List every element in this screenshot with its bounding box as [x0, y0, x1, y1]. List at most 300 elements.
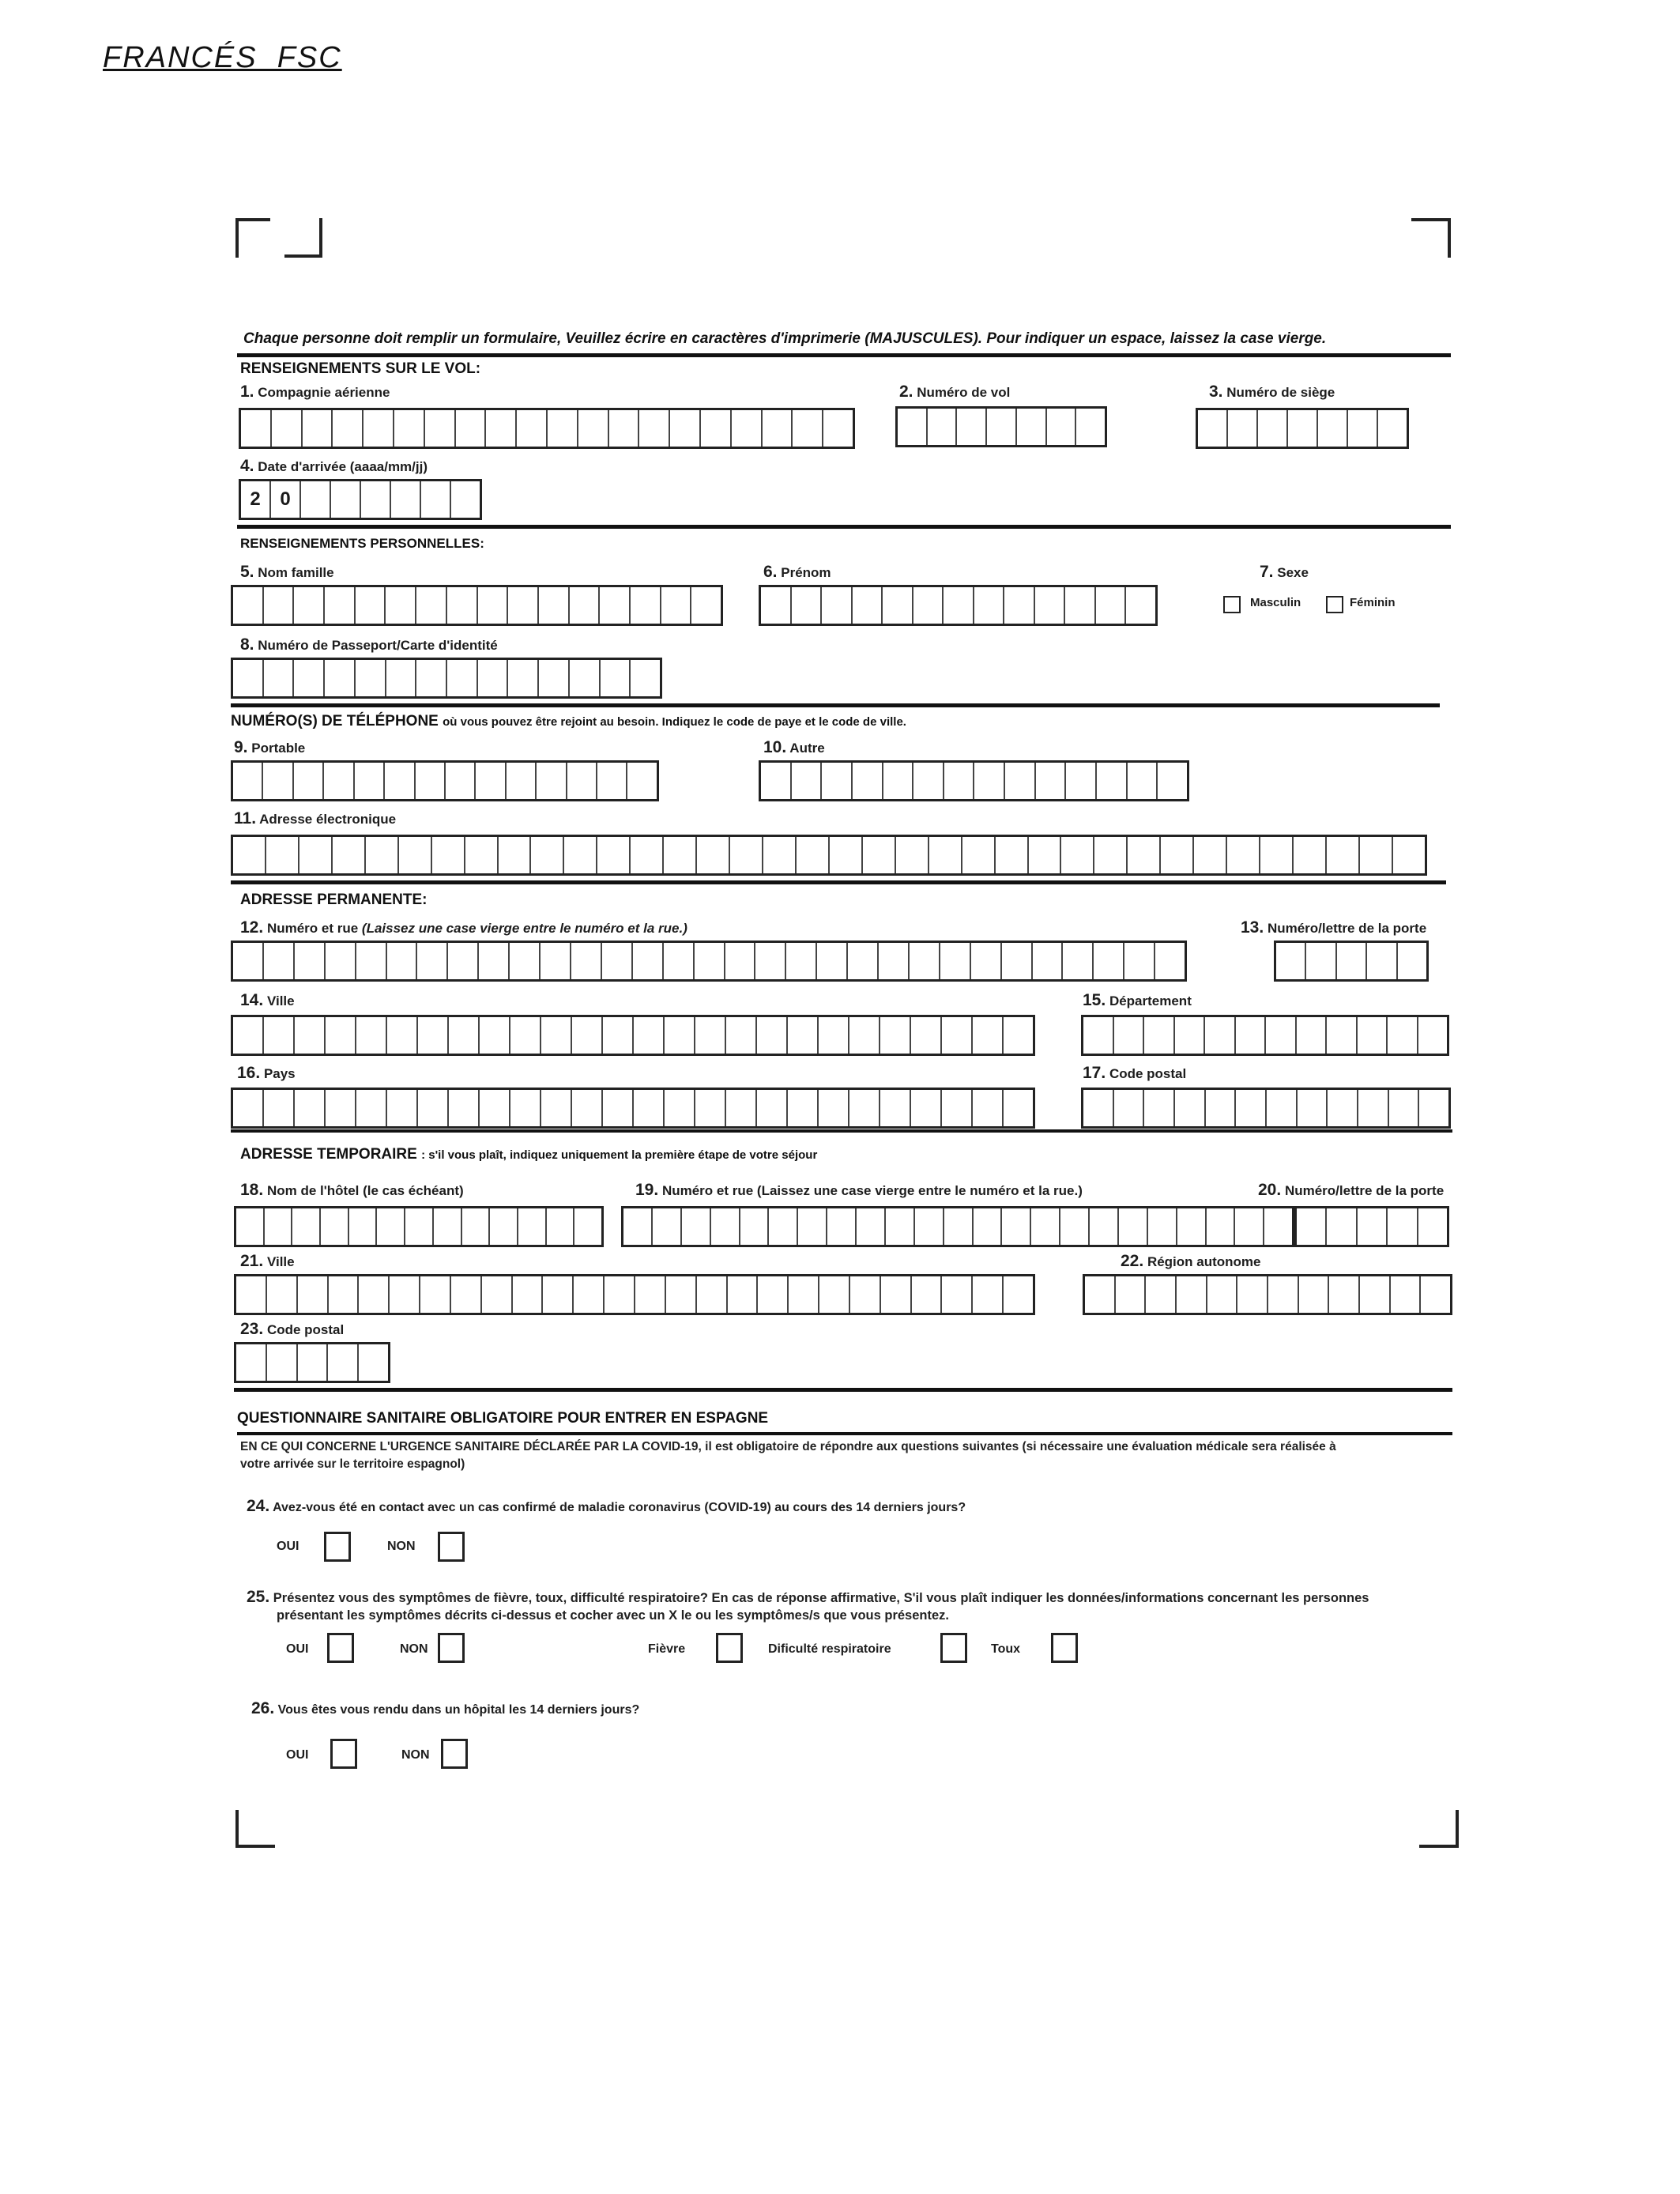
character-cell[interactable]	[730, 837, 763, 873]
last-name-field[interactable]	[231, 585, 723, 626]
character-cell[interactable]	[857, 1208, 886, 1245]
character-cell[interactable]	[416, 587, 447, 624]
character-cell[interactable]	[1421, 1276, 1450, 1313]
character-cell[interactable]	[788, 1017, 819, 1054]
character-cell[interactable]	[571, 943, 602, 979]
character-cell[interactable]	[633, 943, 664, 979]
q26-no-checkbox[interactable]	[441, 1739, 468, 1769]
character-cell[interactable]	[1378, 410, 1407, 447]
character-cell[interactable]	[264, 660, 295, 696]
character-cell[interactable]	[567, 763, 597, 799]
character-cell[interactable]	[349, 1208, 378, 1245]
character-cell[interactable]	[518, 1208, 547, 1245]
character-cell[interactable]	[366, 837, 399, 873]
character-cell[interactable]	[1004, 1017, 1033, 1054]
character-cell[interactable]	[541, 1090, 572, 1126]
character-cell[interactable]	[910, 943, 940, 979]
character-cell[interactable]	[480, 1090, 510, 1126]
character-cell[interactable]	[499, 837, 532, 873]
character-cell[interactable]	[1358, 1017, 1388, 1054]
character-cell[interactable]	[508, 587, 539, 624]
character-cell[interactable]	[476, 763, 506, 799]
character-cell[interactable]	[1237, 1276, 1268, 1313]
character-cell[interactable]	[631, 837, 664, 873]
flight-number-field[interactable]	[895, 406, 1107, 447]
character-cell[interactable]	[631, 660, 660, 696]
character-cell[interactable]	[602, 943, 633, 979]
character-cell[interactable]	[1002, 1208, 1031, 1245]
country-field[interactable]	[231, 1088, 1035, 1129]
character-cell[interactable]	[996, 837, 1029, 873]
character-cell[interactable]	[944, 1208, 974, 1245]
character-cell[interactable]	[695, 1017, 726, 1054]
character-cell[interactable]	[1114, 1017, 1145, 1054]
character-cell[interactable]	[233, 660, 264, 696]
character-cell[interactable]	[639, 410, 670, 447]
character-cell[interactable]	[973, 1090, 1004, 1126]
character-cell[interactable]	[1328, 1090, 1358, 1126]
character-cell[interactable]	[601, 660, 631, 696]
character-cell[interactable]	[666, 1276, 697, 1313]
character-cell[interactable]	[236, 1208, 265, 1245]
character-cell[interactable]	[294, 660, 325, 696]
character-cell[interactable]	[1031, 1208, 1060, 1245]
character-cell[interactable]	[957, 409, 987, 445]
character-cell[interactable]	[303, 410, 333, 447]
character-cell[interactable]	[1126, 587, 1155, 624]
character-cell[interactable]	[823, 410, 853, 447]
character-cell[interactable]	[757, 1090, 788, 1126]
character-cell[interactable]	[755, 943, 786, 979]
character-cell[interactable]	[1035, 587, 1066, 624]
character-cell[interactable]	[1175, 1090, 1206, 1126]
character-cell[interactable]	[1177, 1208, 1207, 1245]
character-cell[interactable]	[1119, 1208, 1148, 1245]
character-cell[interactable]	[792, 763, 823, 799]
character-cell[interactable]	[697, 837, 730, 873]
temporary-street-field[interactable]	[621, 1206, 1294, 1247]
character-cell[interactable]	[1066, 763, 1097, 799]
character-cell[interactable]	[911, 1090, 942, 1126]
character-cell[interactable]	[603, 1090, 634, 1126]
character-cell[interactable]	[763, 410, 793, 447]
character-cell[interactable]	[1097, 763, 1128, 799]
character-cell[interactable]	[363, 410, 394, 447]
character-cell[interactable]	[448, 943, 479, 979]
permanent-door-field[interactable]	[1274, 941, 1429, 982]
character-cell[interactable]	[328, 1344, 359, 1381]
character-cell[interactable]	[597, 763, 627, 799]
character-cell[interactable]	[1094, 837, 1128, 873]
permanent-postal-field[interactable]	[1081, 1088, 1451, 1129]
character-cell[interactable]	[1065, 587, 1096, 624]
character-cell[interactable]	[1337, 943, 1367, 979]
character-cell[interactable]	[1276, 943, 1306, 979]
character-cell[interactable]	[653, 1208, 682, 1245]
character-cell[interactable]	[973, 1276, 1004, 1313]
character-cell[interactable]	[321, 1208, 349, 1245]
character-cell[interactable]	[356, 587, 386, 624]
character-cell[interactable]	[661, 587, 692, 624]
character-cell[interactable]	[1367, 943, 1397, 979]
character-cell[interactable]	[1002, 943, 1033, 979]
character-cell[interactable]	[541, 943, 571, 979]
character-cell[interactable]	[915, 1208, 944, 1245]
character-cell[interactable]	[377, 1208, 405, 1245]
character-cell[interactable]	[292, 1208, 321, 1245]
character-cell[interactable]	[609, 410, 640, 447]
character-cell[interactable]	[886, 1208, 915, 1245]
character-cell[interactable]	[819, 1276, 850, 1313]
character-cell[interactable]	[1329, 1276, 1360, 1313]
character-cell[interactable]	[942, 1276, 973, 1313]
character-cell[interactable]	[390, 1276, 420, 1313]
arrival-date-digit-2[interactable]: 0	[271, 481, 301, 518]
character-cell[interactable]	[1096, 587, 1127, 624]
other-phone-field[interactable]	[759, 760, 1189, 801]
character-cell[interactable]	[295, 1017, 326, 1054]
character-cell[interactable]	[508, 660, 539, 696]
character-cell[interactable]	[465, 837, 499, 873]
character-cell[interactable]	[356, 1017, 387, 1054]
character-cell[interactable]	[1327, 1208, 1357, 1245]
character-cell[interactable]	[942, 1017, 973, 1054]
character-cell[interactable]	[1299, 1276, 1330, 1313]
character-cell[interactable]	[266, 837, 299, 873]
character-cell[interactable]	[233, 1090, 264, 1126]
character-cell[interactable]	[325, 587, 356, 624]
character-cell[interactable]	[387, 943, 418, 979]
character-cell[interactable]	[913, 587, 944, 624]
character-cell[interactable]	[479, 943, 510, 979]
character-cell[interactable]	[418, 1090, 449, 1126]
character-cell[interactable]	[265, 1208, 293, 1245]
character-cell[interactable]	[1005, 763, 1036, 799]
character-cell[interactable]	[789, 1276, 819, 1313]
character-cell[interactable]	[711, 1208, 740, 1245]
character-cell[interactable]	[1393, 837, 1425, 873]
character-cell[interactable]	[1148, 1208, 1177, 1245]
character-cell[interactable]	[233, 837, 266, 873]
character-cell[interactable]	[819, 1090, 849, 1126]
character-cell[interactable]	[1297, 1208, 1327, 1245]
character-cell[interactable]	[329, 1276, 360, 1313]
character-cell[interactable]	[420, 1276, 451, 1313]
character-cell[interactable]	[634, 1090, 665, 1126]
character-cell[interactable]	[788, 1090, 819, 1126]
character-cell[interactable]	[417, 943, 448, 979]
character-cell[interactable]	[1258, 410, 1288, 447]
character-cell[interactable]	[547, 1208, 575, 1245]
character-cell[interactable]	[387, 1090, 418, 1126]
character-cell[interactable]	[701, 410, 732, 447]
character-cell[interactable]	[359, 1344, 388, 1381]
character-cell[interactable]	[233, 943, 264, 979]
character-cell[interactable]	[1398, 943, 1426, 979]
character-cell[interactable]	[264, 587, 295, 624]
character-cell[interactable]	[1264, 1208, 1292, 1245]
character-cell[interactable]	[294, 587, 325, 624]
character-cell[interactable]	[761, 763, 792, 799]
character-cell[interactable]	[513, 1276, 544, 1313]
character-cell[interactable]	[236, 1344, 267, 1381]
department-field[interactable]	[1081, 1015, 1449, 1056]
character-cell[interactable]	[449, 1017, 480, 1054]
character-cell[interactable]	[233, 1017, 264, 1054]
character-cell[interactable]	[1419, 1090, 1448, 1126]
character-cell[interactable]	[1144, 1090, 1175, 1126]
character-cell[interactable]	[1194, 837, 1227, 873]
character-cell[interactable]	[819, 1017, 849, 1054]
character-cell[interactable]	[1114, 1090, 1145, 1126]
character-cell[interactable]	[942, 1090, 973, 1126]
character-cell[interactable]	[822, 587, 853, 624]
character-cell[interactable]	[1155, 943, 1185, 979]
character-cell[interactable]	[763, 837, 797, 873]
character-cell[interactable]	[486, 410, 517, 447]
character-cell[interactable]	[447, 660, 478, 696]
character-cell[interactable]	[507, 763, 537, 799]
character-cell[interactable]	[1306, 943, 1336, 979]
character-cell[interactable]	[294, 763, 324, 799]
temporary-postal-field[interactable]	[234, 1342, 390, 1383]
character-cell[interactable]	[1268, 1276, 1299, 1313]
character-cell[interactable]	[740, 1208, 770, 1245]
character-cell[interactable]	[1348, 410, 1378, 447]
character-cell[interactable]	[665, 1017, 695, 1054]
first-name-field[interactable]	[759, 585, 1158, 626]
character-cell[interactable]	[298, 1344, 329, 1381]
seat-number-field[interactable]	[1196, 408, 1409, 449]
character-cell[interactable]	[405, 1208, 434, 1245]
character-cell[interactable]	[295, 943, 326, 979]
character-cell[interactable]	[1205, 1017, 1236, 1054]
q25-no-checkbox[interactable]	[438, 1633, 465, 1663]
character-cell[interactable]	[849, 1017, 880, 1054]
character-cell[interactable]	[570, 587, 601, 624]
character-cell[interactable]	[691, 587, 721, 624]
character-cell[interactable]	[863, 837, 896, 873]
character-cell[interactable]	[726, 1090, 757, 1126]
character-cell[interactable]	[449, 1090, 480, 1126]
character-cell[interactable]	[1094, 943, 1124, 979]
character-cell[interactable]	[537, 763, 567, 799]
arrival-date-digit-1[interactable]: 2	[241, 481, 271, 518]
character-cell[interactable]	[1004, 1276, 1033, 1313]
character-cell[interactable]	[670, 410, 701, 447]
character-cell[interactable]	[272, 410, 303, 447]
character-cell[interactable]	[416, 660, 447, 696]
character-cell[interactable]	[1029, 837, 1062, 873]
character-cell[interactable]	[726, 1017, 757, 1054]
character-cell[interactable]	[539, 587, 570, 624]
character-cell[interactable]	[827, 1208, 857, 1245]
character-cell[interactable]	[1175, 1017, 1206, 1054]
character-cell[interactable]	[849, 1090, 880, 1126]
character-cell[interactable]	[541, 1017, 572, 1054]
character-cell[interactable]	[940, 943, 971, 979]
character-cell[interactable]	[1124, 943, 1155, 979]
character-cell[interactable]	[1207, 1208, 1236, 1245]
character-cell[interactable]	[434, 1208, 462, 1245]
character-cell[interactable]	[355, 763, 385, 799]
character-cell[interactable]	[1297, 1017, 1328, 1054]
character-cell[interactable]	[665, 1090, 695, 1126]
character-cell[interactable]	[326, 943, 356, 979]
character-cell[interactable]	[574, 1208, 601, 1245]
q25-breath-checkbox[interactable]	[940, 1633, 967, 1663]
character-cell[interactable]	[359, 1276, 390, 1313]
character-cell[interactable]	[418, 1017, 449, 1054]
character-cell[interactable]	[1389, 1090, 1420, 1126]
character-cell[interactable]	[695, 1090, 726, 1126]
arrival-date-field[interactable]	[239, 479, 482, 520]
character-cell[interactable]	[974, 763, 1005, 799]
character-cell[interactable]	[462, 1208, 491, 1245]
character-cell[interactable]	[482, 1276, 513, 1313]
q25-yes-checkbox[interactable]	[327, 1633, 354, 1663]
character-cell[interactable]	[1158, 763, 1187, 799]
character-cell[interactable]	[356, 660, 386, 696]
passport-field[interactable]	[231, 658, 662, 699]
character-cell[interactable]	[356, 1090, 387, 1126]
character-cell[interactable]	[510, 943, 541, 979]
character-cell[interactable]	[1063, 943, 1094, 979]
character-cell[interactable]	[798, 1208, 827, 1245]
character-cell[interactable]	[416, 763, 446, 799]
character-cell[interactable]	[879, 943, 910, 979]
character-cell[interactable]	[456, 410, 487, 447]
permanent-street-field[interactable]	[231, 941, 1187, 982]
character-cell[interactable]	[572, 1090, 603, 1126]
character-cell[interactable]	[605, 1276, 635, 1313]
character-cell[interactable]	[295, 1090, 326, 1126]
character-cell[interactable]	[1004, 1090, 1033, 1126]
character-cell[interactable]	[973, 1017, 1004, 1054]
character-cell[interactable]	[971, 943, 1002, 979]
character-cell[interactable]	[572, 1017, 603, 1054]
character-cell[interactable]	[490, 1208, 518, 1245]
character-cell[interactable]	[1358, 1208, 1388, 1245]
character-cell[interactable]	[758, 1276, 789, 1313]
temporary-door-field[interactable]	[1294, 1206, 1449, 1247]
mobile-field[interactable]	[231, 760, 659, 801]
character-cell[interactable]	[635, 1276, 666, 1313]
character-cell[interactable]	[325, 660, 356, 696]
character-cell[interactable]	[631, 587, 661, 624]
character-cell[interactable]	[881, 1276, 912, 1313]
character-cell[interactable]	[761, 587, 792, 624]
character-cell[interactable]	[539, 660, 570, 696]
character-cell[interactable]	[387, 1017, 418, 1054]
character-cell[interactable]	[911, 1017, 942, 1054]
region-field[interactable]	[1083, 1274, 1452, 1315]
character-cell[interactable]	[1076, 409, 1105, 445]
character-cell[interactable]	[1083, 1090, 1114, 1126]
character-cell[interactable]	[326, 1017, 356, 1054]
character-cell[interactable]	[822, 763, 853, 799]
character-cell[interactable]	[236, 1276, 267, 1313]
character-cell[interactable]	[1047, 409, 1077, 445]
character-cell[interactable]	[929, 837, 962, 873]
character-cell[interactable]	[1298, 1090, 1328, 1126]
character-cell[interactable]	[974, 587, 1005, 624]
q24-no-checkbox[interactable]	[438, 1532, 465, 1562]
character-cell[interactable]	[1206, 1090, 1237, 1126]
character-cell[interactable]	[962, 837, 996, 873]
character-cell[interactable]	[263, 763, 293, 799]
character-cell[interactable]	[928, 409, 958, 445]
character-cell[interactable]	[792, 587, 823, 624]
character-cell[interactable]	[233, 763, 263, 799]
character-cell[interactable]	[1227, 837, 1260, 873]
character-cell[interactable]	[664, 943, 695, 979]
airline-field[interactable]	[239, 408, 855, 449]
character-cell[interactable]	[385, 763, 415, 799]
character-cell[interactable]	[451, 1276, 482, 1313]
character-cell[interactable]	[264, 1017, 295, 1054]
character-cell[interactable]	[1360, 837, 1393, 873]
q24-yes-checkbox[interactable]	[324, 1532, 351, 1562]
temporary-city-field[interactable]	[234, 1274, 1035, 1315]
character-cell[interactable]	[1085, 1276, 1116, 1313]
character-cell[interactable]	[1318, 410, 1348, 447]
q25-fever-checkbox[interactable]	[716, 1633, 743, 1663]
character-cell[interactable]	[326, 1090, 356, 1126]
character-cell[interactable]	[757, 1017, 788, 1054]
character-cell[interactable]	[1017, 409, 1047, 445]
character-cell[interactable]	[510, 1090, 541, 1126]
character-cell[interactable]	[531, 837, 564, 873]
character-cell[interactable]	[1327, 837, 1360, 873]
character-cell[interactable]	[974, 1208, 1003, 1245]
character-cell[interactable]	[1388, 1208, 1418, 1245]
character-cell[interactable]	[817, 943, 848, 979]
character-cell[interactable]	[543, 1276, 574, 1313]
character-cell[interactable]	[264, 943, 295, 979]
character-cell[interactable]	[1360, 1276, 1391, 1313]
character-cell[interactable]	[564, 837, 597, 873]
character-cell[interactable]	[1418, 1208, 1447, 1245]
character-cell[interactable]	[880, 1017, 911, 1054]
character-cell[interactable]	[394, 410, 425, 447]
email-field[interactable]	[231, 835, 1427, 876]
character-cell[interactable]	[728, 1276, 759, 1313]
character-cell[interactable]	[793, 410, 823, 447]
character-cell[interactable]	[1033, 943, 1064, 979]
character-cell[interactable]	[1177, 1276, 1207, 1313]
character-cell[interactable]	[987, 409, 1017, 445]
character-cell[interactable]	[1090, 1208, 1119, 1245]
character-cell[interactable]	[597, 837, 631, 873]
character-cell[interactable]	[1260, 837, 1294, 873]
character-cell[interactable]	[299, 837, 333, 873]
sex-male-checkbox[interactable]	[1223, 596, 1241, 613]
hotel-field[interactable]	[234, 1206, 604, 1247]
character-cell[interactable]	[478, 660, 509, 696]
character-cell[interactable]	[478, 587, 509, 624]
character-cell[interactable]	[267, 1344, 298, 1381]
character-cell[interactable]	[695, 943, 725, 979]
character-cell[interactable]	[298, 1276, 329, 1313]
character-cell[interactable]	[574, 1276, 605, 1313]
character-cell[interactable]	[1116, 1276, 1147, 1313]
character-cell[interactable]	[697, 1276, 728, 1313]
character-cell[interactable]	[386, 660, 417, 696]
character-cell[interactable]	[241, 410, 272, 447]
character-cell[interactable]	[853, 763, 883, 799]
character-cell[interactable]	[944, 763, 975, 799]
